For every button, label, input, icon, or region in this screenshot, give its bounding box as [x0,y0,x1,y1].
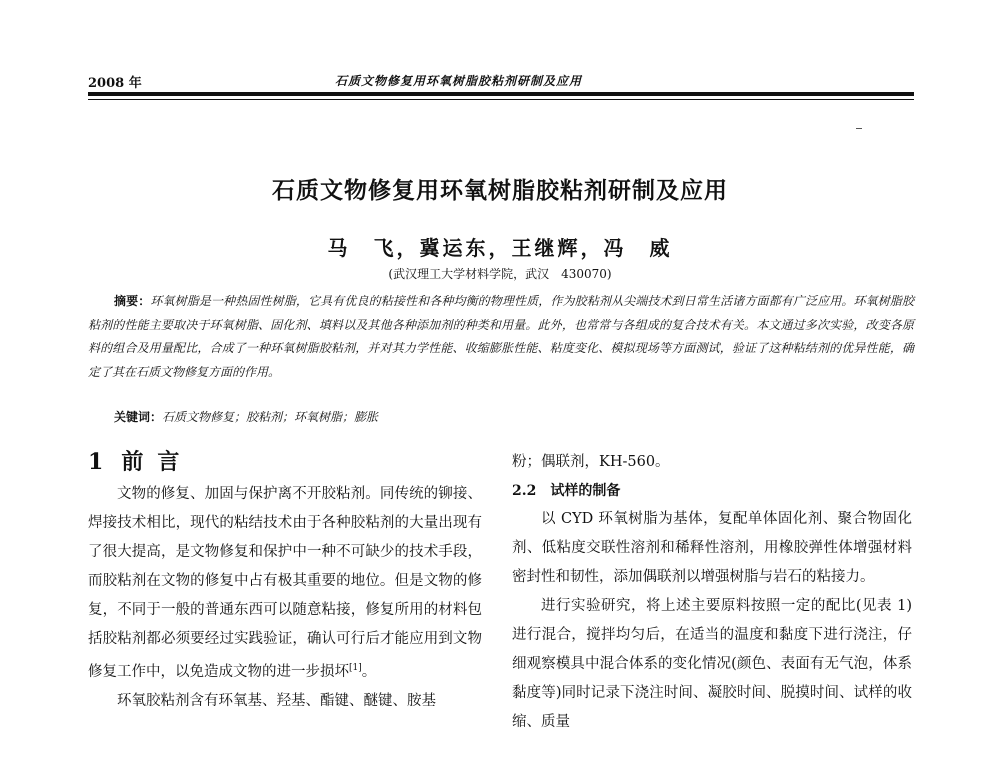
abstract-text: 环氧树脂是一种热固性树脂，它具有优良的粘接性和各种均衡的物理性质，作为胶粘剂从尖端技术到日常生活诸方面都有广泛应用。环氧树脂胶粘剂的性能主要取决于环氧树脂、固化剂、填料以及其他各种添加剂的种类和用量。此外，也常常与各组成的复合技术有关。本文通过多次实验，改变各原料的组合及用量配比，合成了一种环氧树脂胶粘剂，并对其力学性能、收缩膨胀性能、粘度变化、模拟现场等方面测试，验证了这种粘结剂的优异性能，确定了其在石质文物修复方面的作用。 [88,294,914,379]
intro-paragraph-1 [88,480,482,687]
keywords-text: 石质文物修复；胶粘剂；环氧树脂；膨胀 [162,410,379,424]
method-paragraph-1: 以 CYD 环氧树脂为基体，复配单体固化剂、聚合物固化剂、低粘度交联性溶剂和稀释性溶剂，用橡胶弹性体增强材料密封性和韧性，添加偶联剂以增强树脂与岩石的粘接力。 [512,511,912,585]
paper-title: 石质文物修复用环氧树脂胶粘剂研制及应用 [272,178,728,204]
citation-ref: [1] [349,663,362,673]
method-paragraph-2: 进行实验研究，将上述主要原料按照一定的配比(见表 1)进行混合，搅拌均匀后，在适当的温度和黏度下进行浇注，仔细观察模具中混合体系的变化情况(颜色、表面有无气泡，体系黏度等)同时记录下浇注时间、凝胶时间、脱摸时间、试样的收缩、质量 [512,598,912,730]
right-column [512,448,912,737]
keywords-label: 关键词： [114,410,163,424]
affiliation: (武汉理工大学材料学院，武汉 430070) [388,267,612,281]
continued-text: 粉；偶联剂，KH-560。 [512,454,670,470]
subsection-heading [512,477,912,505]
abstract-label: 摘要： [114,294,151,308]
authors: 马 飞，冀运东，王继辉，冯 威 [327,236,673,260]
intro-paragraph-1-text: 文物的修复、加固与保护离不开胶粘剂。同传统的铆接、焊接技术相比，现代的粘结技术由于各种胶粘剂的大量出现有了很大提高，是文物修复和保护中一种不可缺少的技术手段，而胶粘剂在文物的修复中占有极其重要的地位。但是文物的修复，不同于一般的普通东西可以随意粘接，修复所用的材料包括胶粘剂都必须要经过实践验证，确认可行后才能应用到文物修复工作中，以免造成文物的进一步损坏 [88,486,482,680]
page-mark [856,128,862,129]
intro-paragraph-2: 环氧胶粘剂含有环氧基、羟基、酯键、醚键、胺基 [117,692,436,709]
section-heading [88,448,482,476]
section-title: 前言 [121,449,194,475]
keywords [114,408,378,425]
header-running-title: 石质文物修复用环氧树脂胶粘剂研制及应用 [335,74,583,88]
subsection-number: 2.2 [512,483,537,499]
header-rule-thick [88,92,914,96]
header-rule-thin [88,99,914,100]
section-number: 1 [88,449,106,475]
intro-paragraph-1-end: 。 [361,663,377,680]
header-year: 2008 年 [88,76,142,91]
abstract [88,290,914,384]
subsection-title: 试样的制备 [550,483,621,499]
left-column [88,448,482,716]
